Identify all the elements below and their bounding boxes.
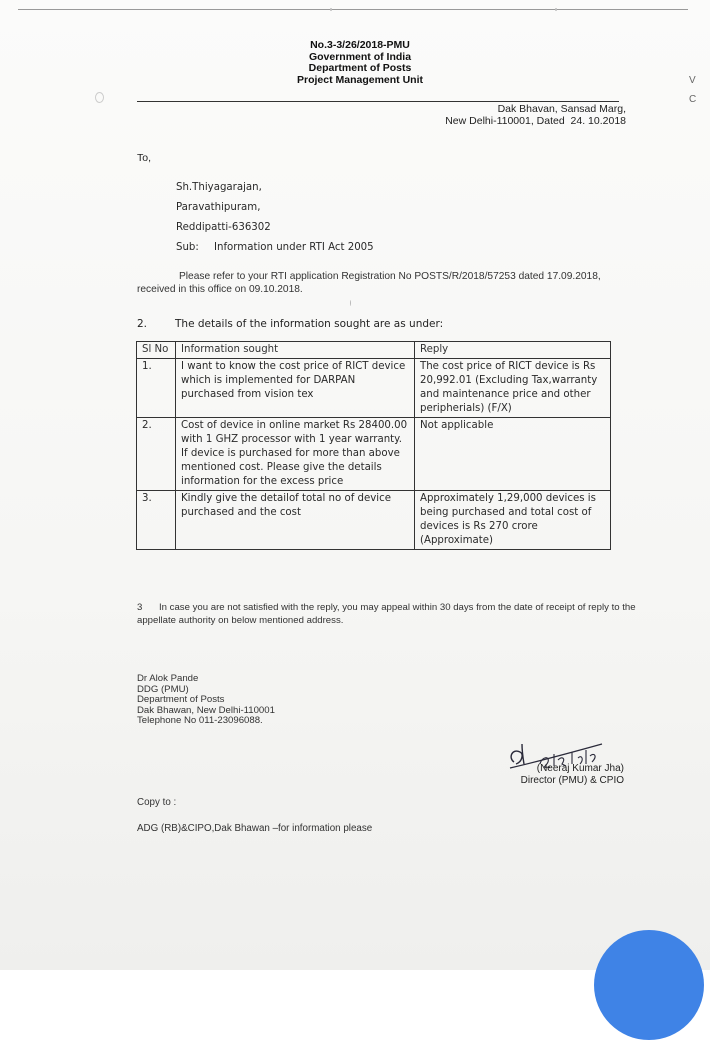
subject-label: Sub: [176, 242, 199, 253]
floating-action-button[interactable] [594, 930, 704, 1040]
appellate-department: Department of Posts [137, 694, 225, 705]
information-table [136, 341, 611, 550]
copy-to-label: Copy to : [137, 797, 177, 808]
row-number: 1. [137, 359, 176, 418]
row-reply: Not applicable [415, 418, 611, 491]
subject-line [176, 238, 374, 258]
scan-top-edge [18, 9, 688, 10]
scan-speck [555, 8, 557, 11]
table-row [137, 359, 611, 418]
recipient-place: Paravathipuram, [176, 202, 261, 213]
row-reply: The cost price of RICT device is Rs 20,992.01 (Excluding Tax,warranty and maintenance price and other peripherials) (F/X) [415, 359, 611, 418]
subject-text: Information under RTI Act 2005 [214, 242, 374, 253]
paragraph-1 [137, 270, 617, 296]
reference-number: No.3-3/26/2018-PMU [310, 39, 410, 51]
scan-speck [330, 8, 332, 11]
address-line-2 [380, 115, 626, 127]
paragraph-1-text: Please refer to your RTI application Registration No POSTS/R/2018/57253 dated 17.09.2018, received in this office on 09.10.2018. [137, 271, 601, 295]
table-row [137, 491, 611, 550]
column-header-information: Information sought [176, 342, 415, 359]
scan-blemish [95, 92, 104, 103]
paragraph-3-text: In case you are not satisfied with the reply, you may appeal within 30 days from the date of receipt of reply to the appellate authority on below mentioned address. [137, 602, 636, 626]
letter-header [200, 40, 520, 86]
signatory-designation: Director (PMU) & CPIO [520, 775, 624, 786]
table-row [137, 418, 611, 491]
appellate-telephone: Telephone No 011-23096088. [137, 715, 263, 726]
paragraph-2 [137, 318, 443, 330]
government-name: Government of India [308, 50, 412, 63]
row-number: 2. [137, 418, 176, 491]
paragraph-2-number: 2. [137, 318, 148, 330]
paragraph-3-number: 3 [137, 602, 143, 613]
signatory-name: (Neeraj Kumar Jha) [536, 763, 624, 774]
address-city-dated: New Delhi-110001, Dated [445, 115, 565, 127]
recipient-block [176, 178, 374, 258]
appellate-authority-block [137, 674, 275, 727]
scan-speck [350, 300, 351, 306]
sender-address [380, 103, 626, 127]
header-divider [137, 101, 619, 102]
recipient-city: Reddipatti-636302 [176, 222, 271, 233]
row-number: 3. [137, 491, 176, 550]
column-header-reply: Reply [415, 342, 611, 359]
signatory-block [520, 763, 624, 787]
appellate-address: Dak Bhawan, New Delhi-110001 [137, 704, 275, 716]
edge-mark-c: C [689, 94, 697, 105]
row-reply: Approximately 1,29,000 devices is being purchased and total cost of devices is Rs 270 crore (Approximate) [415, 491, 611, 550]
row-information: Kindly give the detailof total no of device purchased and the cost [176, 491, 415, 550]
row-information: Cost of device in online market Rs 28400.00 with 1 GHZ processor with 1 year warranty. If device is purchased for more than above mentioned cost. Please give the details information for the excess price [176, 418, 415, 491]
letter-date: 24. 10.2018 [570, 115, 626, 127]
recipient-name: Sh.Thiyagarajan, [176, 182, 262, 193]
copy-to-recipient: ADG (RB)&CIPO,Dak Bhawan –for information please [137, 823, 373, 834]
appellate-designation: DDG (PMU) [137, 683, 189, 695]
appellate-name: Dr Alok Pande [137, 673, 199, 684]
unit-name: Project Management Unit [296, 73, 424, 86]
address-line-1: Dak Bhavan, Sansad Marg, [497, 103, 626, 115]
row-information: I want to know the cost price of RICT device which is implemented for DARPAN purchased from vision tex [176, 359, 415, 418]
department-name: Department of Posts [308, 62, 412, 74]
column-header-sl-no: Sl No [137, 342, 176, 359]
paragraph-2-text: The details of the information sought are as under: [175, 318, 444, 330]
paragraph-3 [137, 601, 637, 627]
edge-mark-v: V [689, 75, 696, 86]
table-header-row [137, 342, 611, 359]
to-label: To, [137, 152, 152, 164]
